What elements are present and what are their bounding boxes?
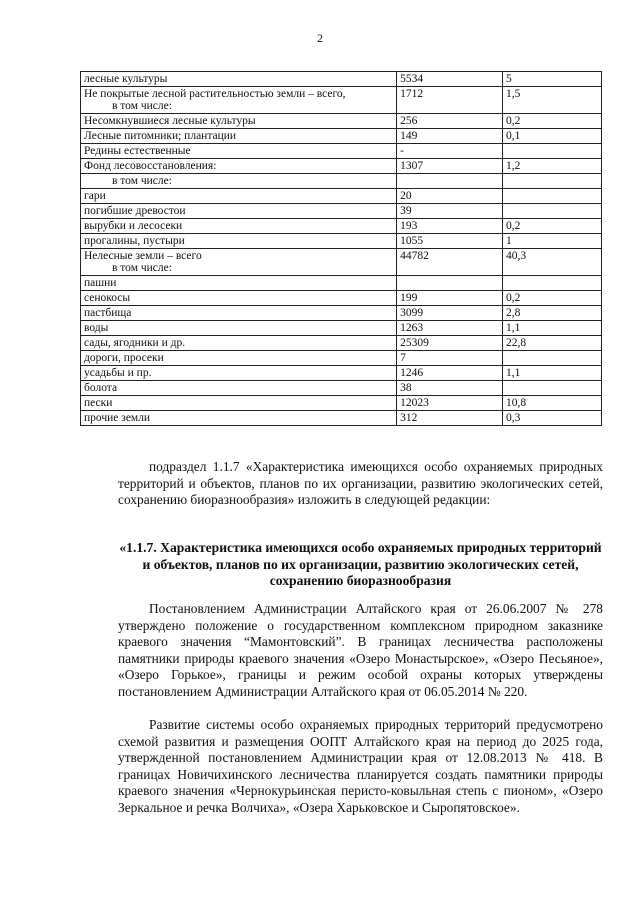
land-category-label: Не покрытые лесной растительностью земли – всего, bbox=[84, 88, 346, 100]
area-value-cell: 5534 bbox=[397, 72, 503, 87]
percent-value-cell bbox=[503, 276, 602, 291]
percent-value-cell: 40,3 bbox=[503, 249, 602, 276]
table-row bbox=[81, 306, 602, 321]
percent-value-cell: 10,8 bbox=[503, 396, 602, 411]
percent-value-cell: 0,2 bbox=[503, 219, 602, 234]
land-category-label: болота bbox=[84, 382, 118, 394]
land-category-cell bbox=[81, 276, 397, 291]
land-category-label: Нелесные земли – всего bbox=[84, 250, 202, 262]
land-category-cell bbox=[81, 396, 397, 411]
land-category-cell bbox=[81, 72, 397, 87]
percent-value-cell bbox=[503, 204, 602, 219]
area-value-cell: 312 bbox=[397, 411, 503, 426]
area-value-cell: 1307 bbox=[397, 159, 503, 174]
percent-value-cell: 2,8 bbox=[503, 306, 602, 321]
table-row bbox=[81, 144, 602, 159]
table-row bbox=[81, 321, 602, 336]
table-row bbox=[81, 276, 602, 291]
land-category-cell bbox=[81, 174, 397, 189]
land-category-label: прочие земли bbox=[84, 412, 151, 424]
land-category-cell bbox=[81, 351, 397, 366]
land-category-cell bbox=[81, 381, 397, 396]
table-row bbox=[81, 381, 602, 396]
land-category-label: вырубки и лесосеки bbox=[84, 220, 183, 232]
area-value-cell: 199 bbox=[397, 291, 503, 306]
land-category-cell bbox=[81, 87, 397, 114]
percent-value-cell: 1,2 bbox=[503, 159, 602, 174]
land-category-cell bbox=[81, 336, 397, 351]
amendment-intro-text: подраздел 1.1.7 «Характеристика имеющихся особо охраняемых природных территорий и объектов, планов по их организации, развитию экологических сетей, сохранению биоразнообразия» изложить в следующей редакции: bbox=[118, 459, 603, 507]
area-value-cell: 20 bbox=[397, 189, 503, 204]
table-row bbox=[81, 249, 602, 276]
paragraph-2-text: Развитие системы особо охраняемых природных территорий предусмотрено схемой развития и размещения ООПТ Алтайского края на период до 2025 года, утвержденной постановлением Администрации края от 12.08.2013 № 418. В границах Новичихинского лесничества планируется создать памятники природы краевого значения «Чернокурьинская перисто-ковыльная степь с пионом», «Озеро Зеркальное и речка Волчиха», «Озера Харьковское и Сыропятовское». bbox=[118, 717, 603, 815]
amendment-intro bbox=[118, 459, 603, 509]
table-row bbox=[81, 174, 602, 189]
land-category-cell bbox=[81, 159, 397, 174]
land-category-label: сады, ягодники и др. bbox=[84, 337, 186, 349]
percent-value-cell bbox=[503, 351, 602, 366]
area-value-cell: 3099 bbox=[397, 306, 503, 321]
area-value-cell: 1263 bbox=[397, 321, 503, 336]
area-value-cell: 1055 bbox=[397, 234, 503, 249]
land-category-label: Фонд лесовосстановления: bbox=[84, 160, 217, 172]
percent-value-cell: 5 bbox=[503, 72, 602, 87]
percent-value-cell: 22,8 bbox=[503, 336, 602, 351]
table-row bbox=[81, 114, 602, 129]
land-category-cell bbox=[81, 291, 397, 306]
table-row bbox=[81, 396, 602, 411]
area-value-cell: 12023 bbox=[397, 396, 503, 411]
land-category-label: дороги, просеки bbox=[84, 352, 164, 364]
land-category-cell bbox=[81, 189, 397, 204]
area-value-cell: 44782 bbox=[397, 249, 503, 276]
land-category-cell bbox=[81, 144, 397, 159]
percent-value-cell: 0,2 bbox=[503, 291, 602, 306]
land-table-body bbox=[81, 72, 602, 426]
percent-value-cell bbox=[503, 381, 602, 396]
percent-value-cell: 0,3 bbox=[503, 411, 602, 426]
table-row bbox=[81, 129, 602, 144]
land-category-label: прогалины, пустыри bbox=[84, 235, 185, 247]
percent-value-cell: 1,1 bbox=[503, 321, 602, 336]
section-heading: «1.1.7. Характеристика имеющихся особо охраняемых природных территорий и объектов, планов по их организации, развитию экологических сетей, сохранению биоразнообразия bbox=[119, 540, 602, 588]
land-category-label: воды bbox=[84, 322, 109, 334]
land-category-cell bbox=[81, 204, 397, 219]
paragraph-protected-areas bbox=[118, 601, 603, 700]
land-category-cell bbox=[81, 249, 397, 276]
land-category-label: погибшие древостои bbox=[84, 205, 186, 217]
land-category-label: пашни bbox=[84, 277, 117, 289]
area-value-cell: 38 bbox=[397, 381, 503, 396]
land-category-label: пески bbox=[84, 397, 113, 409]
percent-value-cell: 1,5 bbox=[503, 87, 602, 114]
percent-value-cell bbox=[503, 144, 602, 159]
land-category-table bbox=[80, 71, 602, 426]
percent-value-cell bbox=[503, 189, 602, 204]
land-category-cell bbox=[81, 306, 397, 321]
table-row bbox=[81, 87, 602, 114]
percent-value-cell: 1 bbox=[503, 234, 602, 249]
table-row bbox=[81, 366, 602, 381]
area-value-cell: 1712 bbox=[397, 87, 503, 114]
table-row bbox=[81, 72, 602, 87]
percent-value-cell bbox=[503, 174, 602, 189]
land-category-label: пастбища bbox=[84, 307, 132, 319]
land-category-cell bbox=[81, 366, 397, 381]
land-category-cell bbox=[81, 129, 397, 144]
land-category-label: Редины естественные bbox=[84, 145, 191, 157]
paragraph-development-plan bbox=[118, 717, 603, 816]
land-category-label: гари bbox=[84, 190, 106, 202]
land-category-sublabel: в том числе: bbox=[112, 175, 172, 187]
land-category-label: Лесные питомники; плантации bbox=[84, 130, 237, 142]
area-value-cell: 149 bbox=[397, 129, 503, 144]
paragraph-1-text: Постановлением Администрации Алтайского края от 26.06.2007 № 278 утверждено положение о государственном комплексном природном заказнике краевого значения “Мамонтовский”. В границах лесничества расположены памятники природы краевого значения «Озеро Монастырское», «Озеро Песьяное», «Озеро Горькое», границы и режим особой охраны которых утверждены постановлением Администрации Алтайского края от 06.05.2014 № 220. bbox=[118, 601, 603, 699]
percent-value-cell: 0,2 bbox=[503, 114, 602, 129]
land-category-label: Несомкнувшиеся лесные культуры bbox=[84, 115, 256, 127]
table-row bbox=[81, 234, 602, 249]
area-value-cell: 39 bbox=[397, 204, 503, 219]
area-value-cell: 256 bbox=[397, 114, 503, 129]
area-value-cell bbox=[397, 276, 503, 291]
land-category-label: усадьбы и пр. bbox=[84, 367, 152, 379]
area-value-cell: 25309 bbox=[397, 336, 503, 351]
percent-value-cell: 1,1 bbox=[503, 366, 602, 381]
area-value-cell: 1246 bbox=[397, 366, 503, 381]
page-number: 2 bbox=[317, 31, 323, 45]
area-value-cell: - bbox=[397, 144, 503, 159]
table-row bbox=[81, 219, 602, 234]
land-category-cell bbox=[81, 321, 397, 336]
percent-value-cell: 0,1 bbox=[503, 129, 602, 144]
table-row bbox=[81, 411, 602, 426]
table-row bbox=[81, 351, 602, 366]
area-value-cell bbox=[397, 174, 503, 189]
table-row bbox=[81, 189, 602, 204]
table-row bbox=[81, 336, 602, 351]
land-category-cell bbox=[81, 114, 397, 129]
land-category-sublabel: в том числе: bbox=[112, 100, 172, 112]
area-value-cell: 7 bbox=[397, 351, 503, 366]
table-row bbox=[81, 204, 602, 219]
land-category-cell bbox=[81, 234, 397, 249]
land-category-cell bbox=[81, 219, 397, 234]
area-value-cell: 193 bbox=[397, 219, 503, 234]
land-category-label: лесные культуры bbox=[84, 73, 168, 85]
land-category-label: сенокосы bbox=[84, 292, 131, 304]
land-category-cell bbox=[81, 411, 397, 426]
land-category-sublabel: в том числе: bbox=[112, 262, 172, 274]
table-row bbox=[81, 159, 602, 174]
table-row bbox=[81, 291, 602, 306]
